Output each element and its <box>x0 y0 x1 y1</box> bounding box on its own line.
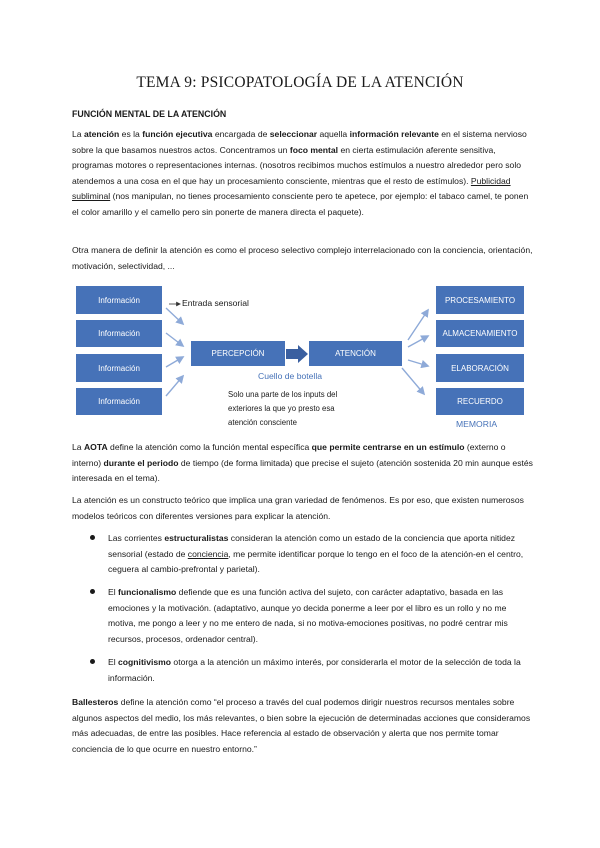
input-box: Información <box>76 286 162 314</box>
paragraph-constructo: La atención es un constructo teórico que implica una gran variedad de fenómenos. Es por eso, que existen numerosos modelos teóricos con diferentes versiones para explicar la atención. <box>72 495 524 521</box>
entrada-sensorial-label: Entrada sensorial <box>182 298 249 308</box>
bullet-icon <box>90 535 95 540</box>
paragraph-aota: La AOTA define la atención como la función mental específica que permite centrarse en un estímulo (externo o interno) durante el periodo de tiempo (de forma limitada) que precise el sujeto (atención sostenida 20 min aunque estés interesada en el tema). <box>72 442 533 484</box>
input-box: Información <box>76 354 162 382</box>
page-title: TEMA 9: PSICOPATOLOGÍA DE LA ATENCIÓN <box>136 74 464 91</box>
input-arrow-3 <box>166 357 183 367</box>
bullet-icon <box>90 589 95 594</box>
output-box: PROCESAMIENTO <box>436 286 524 314</box>
input-box: Información <box>76 320 162 347</box>
paragraph-ballesteros: Ballesteros define la atención como “el proceso a través del cual podemos dirigir nuestros recursos mentales sobre algunos aspectos del medio, los más relevantes, o bien sobre la ejecución de determinadas acciones que consideramos más adecuadas, de entre las posibles. Hace referencia al estado de observación y alerta que nos permite tomar conciencia de lo que ocurre en nuestro entorno.” <box>72 697 531 754</box>
output-arrow-4 <box>402 368 424 394</box>
bottleneck-arrow <box>286 345 308 363</box>
output-box: ELABORACIÓN <box>436 354 524 382</box>
list-item: Las corrientes estructuralistas consideran la atención como un estado de la conciencia que aporta nitidez sensorial (estado de conciencia, me permite identificar porque lo tengo en el foco de la atención-en el centro, ceguera al cambio-prefrontal y parietal). <box>90 531 534 578</box>
list-item: El funcionalismo defiende que es una función activa del sujeto, con carácter adaptativo, basada en las emociones y la motivación. (adaptativo, aunque yo decida ponerme a leer por el libro es un rollo y no me motiva, me pongo a leer y no me entero de nada, si no motiva-emociones positivas, no podré centrar mis recursos, procesos, ordenador central). <box>90 585 534 647</box>
diagram-note: Solo una parte de los inputs del exteriores la que yo presto esa atención consciente <box>228 390 338 427</box>
output-box: RECUERDO <box>436 388 524 415</box>
output-arrow-2 <box>408 336 428 347</box>
atencion-box: ATENCIÓN <box>309 341 402 366</box>
output-arrow-1 <box>408 310 428 340</box>
cuello-botella-label: Cuello de botella <box>258 371 323 381</box>
memoria-label: MEMORIA <box>456 419 498 429</box>
output-box: ALMACENAMIENTO <box>436 320 524 347</box>
input-arrow-1 <box>166 308 183 324</box>
section-heading: FUNCIÓN MENTAL DE LA ATENCIÓN <box>72 109 227 119</box>
input-arrow-2 <box>166 333 183 346</box>
input-box: Información <box>76 388 162 415</box>
output-arrow-3 <box>408 360 428 366</box>
input-arrow-4 <box>166 376 183 396</box>
list-item: El cognitivismo otorga a la atención un máximo interés, por considerarla el motor de la selección de toda la información. <box>90 655 534 686</box>
percepcion-box: PERCEPCIÓN <box>191 341 285 366</box>
paragraph-otra-manera: Otra manera de definir la atención es como el proceso selectivo complejo interrelacionado con la conciencia, orientación, motivación, selectividad, ... <box>72 245 533 271</box>
paragraph-definition: La atención es la función ejecutiva encargada de seleccionar aquella información relevante en el sistema nervioso sobre la que basamos nuestros actos. Concentramos un foco mental en cierta estimulación aferente sensitiva, programas motores o representaciones internas. (nosotros recibimos muchos estímulos a nuestro alrededor pero solo atendemos a una cosa en el que hay un procesamiento consciente, mientras que el resto de estímulos). Publicidad subliminal (nos manipulan, no tienes procesamiento consciente pero te apetece, por ejemplo: el tabaco camel, te ponen el color amarillo y el camello pero sin ponerte de manera directa el paquete). <box>72 129 529 217</box>
bullet-icon <box>90 659 95 664</box>
